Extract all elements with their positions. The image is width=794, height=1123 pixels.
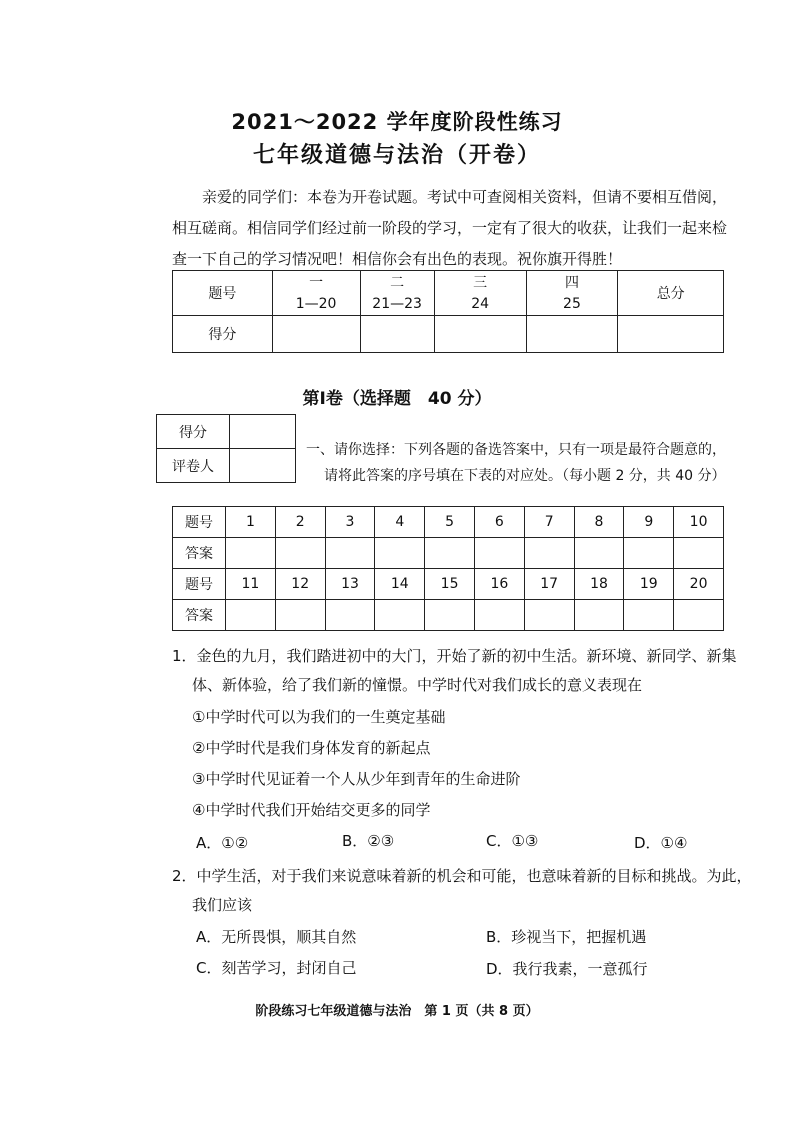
answer-cell[interactable] bbox=[325, 538, 375, 569]
answer-cell[interactable] bbox=[226, 600, 276, 631]
answer-cell[interactable] bbox=[674, 600, 724, 631]
answer-cell[interactable] bbox=[574, 600, 624, 631]
q1-option-d[interactable]: D．①④ bbox=[634, 834, 688, 852]
answer-cell[interactable] bbox=[275, 600, 325, 631]
section-4-name: 四 bbox=[526, 271, 618, 294]
answer-cell[interactable] bbox=[624, 538, 674, 569]
answer-table-q-row-1 bbox=[173, 507, 724, 538]
q-number: 19 bbox=[624, 569, 674, 600]
q-number: 1 bbox=[226, 507, 276, 538]
q2-option-c[interactable]: C．刻苦学习，封闭自己 bbox=[196, 959, 357, 977]
q1-item-2: ②中学时代是我们身体发育的新起点 bbox=[192, 739, 431, 757]
intro-paragraph: 亲爱的同学们：本卷为开卷试题。考试中可查阅相关资料，但请不要相互借阅，相互磋商。相信同学们经过前一阶段的学习，一定有了很大的收获，让我们一起来检查一下自己的学习情况吧！相信你会有出色的表现。祝你旗开得胜！ bbox=[172, 188, 728, 268]
score-table-score-label: 得分 bbox=[173, 316, 273, 353]
q-number: 2 bbox=[275, 507, 325, 538]
grader-score-label: 得分 bbox=[157, 415, 230, 449]
q1-stem-line2: 体、新体验，给了我们新的憧憬。中学时代对我们成长的意义表现在 bbox=[192, 676, 643, 694]
answer-cell[interactable] bbox=[524, 600, 574, 631]
page-footer: 阶段练习七年级道德与法治 第 1 页（共 8 页） bbox=[255, 1004, 539, 1019]
q-number: 17 bbox=[524, 569, 574, 600]
section-3-name: 三 bbox=[434, 271, 526, 294]
q-number: 3 bbox=[325, 507, 375, 538]
answer-table-a-row-2 bbox=[173, 600, 724, 631]
q1-item-1: ①中学时代可以为我们的一生奠定基础 bbox=[192, 708, 446, 726]
q-number: 15 bbox=[425, 569, 475, 600]
exam-title-subject: 七年级道德与法治（开卷） bbox=[252, 143, 541, 168]
answer-cell[interactable] bbox=[425, 538, 475, 569]
answer-cell[interactable] bbox=[574, 538, 624, 569]
q-number: 11 bbox=[226, 569, 276, 600]
answer-cell[interactable] bbox=[524, 538, 574, 569]
section-2-range: 21—23 bbox=[360, 293, 434, 316]
q-number: 7 bbox=[524, 507, 574, 538]
answer-table-a-row-1 bbox=[173, 538, 724, 569]
q2-option-a[interactable]: A．无所畏惧，顺其自然 bbox=[196, 928, 357, 946]
score-table bbox=[172, 270, 724, 353]
q-number: 16 bbox=[474, 569, 524, 600]
q1-item-4: ④中学时代我们开始结交更多的同学 bbox=[192, 801, 431, 819]
q-number: 13 bbox=[325, 569, 375, 600]
exam-title-year: 2021～2022 学年度阶段性练习 bbox=[231, 110, 563, 134]
grader-score-cell[interactable] bbox=[230, 415, 296, 449]
q-number: 5 bbox=[425, 507, 475, 538]
score-table-q-label: 题号 bbox=[173, 271, 273, 316]
score-cell-2[interactable] bbox=[360, 316, 434, 353]
total-label: 总分 bbox=[618, 271, 724, 316]
q1-stem-line1: 1．金色的九月，我们踏进初中的大门，开始了新的初中生活。新环境、新同学、新集 bbox=[172, 647, 737, 665]
part1-title: 第Ⅰ卷（选择题 40 分） bbox=[302, 389, 492, 409]
q-number: 14 bbox=[375, 569, 425, 600]
q2-option-d[interactable]: D．我行我素，一意孤行 bbox=[486, 960, 648, 978]
q2-option-b[interactable]: B．珍视当下，把握机遇 bbox=[486, 928, 647, 946]
section-1-range: 1—20 bbox=[272, 293, 360, 316]
section1-instructions bbox=[306, 437, 736, 489]
answer-table-q-label: 题号 bbox=[173, 507, 226, 538]
q-number: 4 bbox=[375, 507, 425, 538]
score-cell-3[interactable] bbox=[434, 316, 526, 353]
q1-option-a[interactable]: A．①② bbox=[196, 834, 249, 852]
q-number: 8 bbox=[574, 507, 624, 538]
q-number: 6 bbox=[474, 507, 524, 538]
q-number: 10 bbox=[674, 507, 724, 538]
grader-name-cell[interactable] bbox=[230, 449, 296, 483]
answer-cell[interactable] bbox=[375, 538, 425, 569]
answer-table-a-label: 答案 bbox=[173, 600, 226, 631]
q1-item-3: ③中学时代见证着一个人从少年到青年的生命进阶 bbox=[192, 770, 521, 788]
score-cell-4[interactable] bbox=[526, 316, 618, 353]
answer-table-q-row-2 bbox=[173, 569, 724, 600]
q-number: 18 bbox=[574, 569, 624, 600]
answer-cell[interactable] bbox=[674, 538, 724, 569]
score-cell-total[interactable] bbox=[618, 316, 724, 353]
section-4-range: 25 bbox=[526, 293, 618, 316]
section-2-name: 二 bbox=[360, 271, 434, 294]
q-number: 12 bbox=[275, 569, 325, 600]
answer-cell[interactable] bbox=[425, 600, 475, 631]
q2-stem-line2: 我们应该 bbox=[192, 896, 253, 914]
section-3-range: 24 bbox=[434, 293, 526, 316]
q1-option-b[interactable]: B．②③ bbox=[342, 832, 395, 850]
q-number: 9 bbox=[624, 507, 674, 538]
answer-cell[interactable] bbox=[624, 600, 674, 631]
q1-option-c[interactable]: C．①③ bbox=[486, 832, 539, 850]
answer-cell[interactable] bbox=[275, 538, 325, 569]
answer-cell[interactable] bbox=[474, 538, 524, 569]
answer-table bbox=[172, 506, 724, 631]
score-cell-1[interactable] bbox=[272, 316, 360, 353]
answer-table-q-label: 题号 bbox=[173, 569, 226, 600]
q2-stem-line1: 2．中学生活，对于我们来说意味着新的机会和可能，也意味着新的目标和挑战。为此， bbox=[172, 867, 752, 885]
answer-cell[interactable] bbox=[375, 600, 425, 631]
section-1-name: 一 bbox=[272, 271, 360, 294]
q-number: 20 bbox=[674, 569, 724, 600]
instructions-line2: 请将此答案的序号填在下表的对应处。（每小题 2 分，共 40 分） bbox=[324, 468, 726, 484]
grader-name-label: 评卷人 bbox=[157, 449, 230, 483]
grader-box bbox=[156, 414, 296, 483]
answer-table-a-label: 答案 bbox=[173, 538, 226, 569]
answer-cell[interactable] bbox=[474, 600, 524, 631]
instructions-line1: 一、请你选择：下列各题的备选答案中，只有一项是最符合题意的， bbox=[306, 442, 726, 458]
answer-cell[interactable] bbox=[325, 600, 375, 631]
answer-cell[interactable] bbox=[226, 538, 276, 569]
